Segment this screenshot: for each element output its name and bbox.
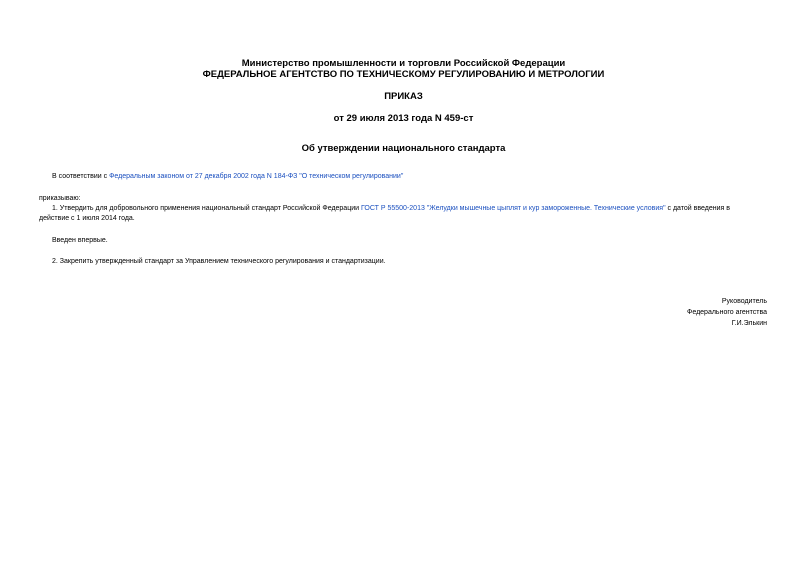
document-type: ПРИКАЗ xyxy=(384,91,423,102)
federal-law-link[interactable]: Федеральным законом от 27 декабря 2002 года N 184-ФЗ "О техническом регулировании" xyxy=(109,173,404,180)
intro-note: Введен впервые. xyxy=(52,237,108,244)
item-1-prefix: 1. Утвердить для добровольного применения национальный стандарт Российской Федерации xyxy=(52,205,361,212)
signature-title-1: Руководитель xyxy=(721,298,767,305)
document-date-number: от 29 июля 2013 года N 459-ст xyxy=(333,113,474,124)
basis-paragraph xyxy=(52,172,403,182)
basis-prefix: В соответствии с xyxy=(52,173,110,180)
item-1-suffix: с датой введения в xyxy=(665,205,730,212)
gost-standard-link[interactable]: ГОСТ Р 55500-2013 "Желудки мышечные цыплят и кур замороженные. Технические условия" xyxy=(360,205,666,212)
item-1-paragraph xyxy=(39,204,768,224)
order-word: приказываю: xyxy=(39,195,81,202)
ministry-title: Министерство промышленности и торговли Российской Федерации xyxy=(241,58,566,69)
item-2-paragraph: 2. Закрепить утвержденный стандарт за Управлением технического регулирования и стандартизации. xyxy=(52,258,386,265)
signature-name: Г.И.Элькин xyxy=(731,320,767,327)
document-subject: Об утверждении национального стандарта xyxy=(301,143,506,154)
item-1-line-2: действие с 1 июля 2014 года. xyxy=(39,215,135,222)
agency-title: ФЕДЕРАЛЬНОЕ АГЕНТСТВО ПО ТЕХНИЧЕСКОМУ РЕГУЛИРОВАНИЮ И МЕТРОЛОГИИ xyxy=(202,69,605,80)
signature-title-2: Федерального агентства xyxy=(687,309,767,316)
